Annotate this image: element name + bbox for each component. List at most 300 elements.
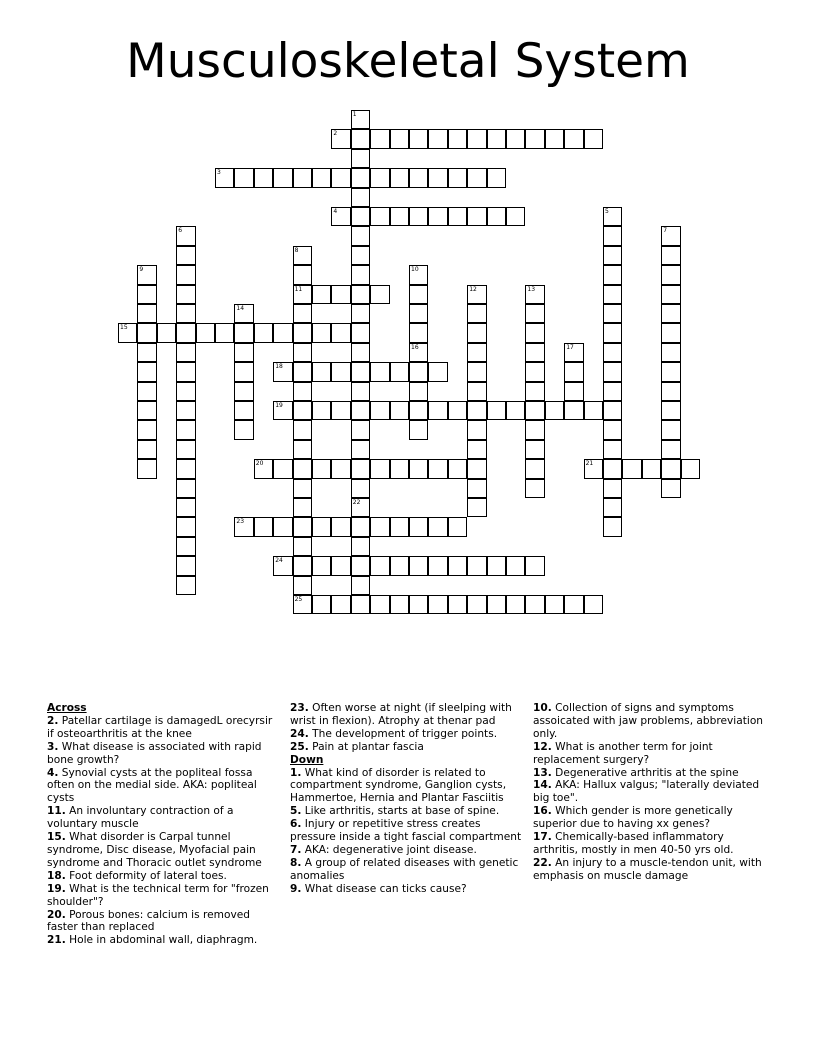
grid-cell[interactable] [176,323,195,342]
grid-cell[interactable] [137,265,156,284]
grid-cell[interactable] [293,498,312,517]
grid-cell[interactable] [448,595,467,614]
grid-cell[interactable] [351,246,370,265]
grid-cell[interactable] [273,323,292,342]
grid-cell[interactable] [525,420,544,439]
grid-cell[interactable] [293,382,312,401]
grid-cell[interactable] [293,440,312,459]
grid-cell[interactable] [603,323,622,342]
grid-cell[interactable] [370,168,389,187]
grid-cell[interactable] [467,459,486,478]
grid-cell[interactable] [487,129,506,148]
grid-cell[interactable] [525,382,544,401]
grid-cell[interactable] [564,129,583,148]
grid-cell[interactable] [331,517,350,536]
grid-cell[interactable] [176,265,195,284]
grid-cell[interactable] [351,343,370,362]
grid-cell[interactable] [293,265,312,284]
grid-cell[interactable] [603,362,622,381]
grid-cell[interactable] [351,459,370,478]
grid-cell[interactable] [331,556,350,575]
grid-cell[interactable] [351,226,370,245]
clue-down-17: 17. Chemically-based inflammatory arthritis, mostly in men 40-50 yrs old. [533,831,734,856]
grid-cell[interactable] [370,285,389,304]
grid-cell[interactable] [409,420,428,439]
grid-cell[interactable] [293,576,312,595]
grid-cell[interactable] [351,498,370,517]
grid-cell[interactable] [137,362,156,381]
grid-cell[interactable] [545,129,564,148]
grid-cell[interactable] [176,517,195,536]
grid-cell[interactable] [234,362,253,381]
grid-cell[interactable] [603,459,622,478]
clue-number: 20 [255,460,264,468]
grid-cell[interactable] [234,323,253,342]
grid-cell[interactable] [428,168,447,187]
grid-cell[interactable] [293,323,312,342]
grid-cell[interactable] [331,285,350,304]
grid-cell[interactable] [409,401,428,420]
grid-cell[interactable] [487,207,506,226]
grid-cell[interactable] [331,129,350,148]
grid-cell[interactable] [661,362,680,381]
grid-cell[interactable] [312,595,331,614]
grid-cell[interactable] [390,129,409,148]
grid-cell[interactable] [215,168,234,187]
grid-cell[interactable] [487,556,506,575]
grid-cell[interactable] [603,265,622,284]
clue-number: 6 [178,227,183,235]
grid-cell[interactable] [467,285,486,304]
clues-column-3 [533,702,765,883]
grid-cell[interactable] [390,207,409,226]
grid-cell[interactable] [525,401,544,420]
clue-across-24: 24. The development of trigger points. [290,727,498,740]
grid-cell[interactable] [312,459,331,478]
grid-cell[interactable] [176,226,195,245]
grid-cell[interactable] [293,479,312,498]
clue-number: 15 [120,324,128,332]
grid-cell[interactable] [409,265,428,284]
grid-cell[interactable] [351,440,370,459]
grid-cell[interactable] [661,226,680,245]
grid-cell[interactable] [137,382,156,401]
grid-cell[interactable] [312,362,331,381]
grid-cell[interactable] [176,498,195,517]
grid-cell[interactable] [390,595,409,614]
grid-cell[interactable] [176,556,195,575]
grid-cell[interactable] [118,323,137,342]
grid-cell[interactable] [428,362,447,381]
grid-cell[interactable] [409,323,428,342]
grid-cell[interactable] [467,207,486,226]
grid-cell[interactable] [293,401,312,420]
grid-cell[interactable] [603,401,622,420]
grid-cell[interactable] [428,401,447,420]
grid-cell[interactable] [603,382,622,401]
grid-cell[interactable] [603,343,622,362]
grid-cell[interactable] [448,401,467,420]
down-heading: Down [290,753,324,766]
grid-cell[interactable] [351,285,370,304]
grid-cell[interactable] [293,420,312,439]
grid-cell[interactable] [661,479,680,498]
grid-cell[interactable] [390,517,409,536]
grid-cell[interactable] [584,401,603,420]
grid-cell[interactable] [428,556,447,575]
grid-cell[interactable] [525,323,544,342]
grid-cell[interactable] [176,537,195,556]
clue-across-4: 4. Synovial cysts at the popliteal fossa often on the medial side. AKA: popliteal cysts [47,766,257,805]
grid-cell[interactable] [234,168,253,187]
grid-cell[interactable] [137,401,156,420]
grid-cell[interactable] [525,595,544,614]
grid-cell[interactable] [312,285,331,304]
clue-down-1: 1. What kind of disorder is related to compartment syndrome, Ganglion cysts, Hammertoe, Hernia and Plantar Fasciitis [290,766,507,805]
grid-cell[interactable] [525,459,544,478]
grid-cell[interactable] [254,168,273,187]
grid-cell[interactable] [603,517,622,536]
grid-cell[interactable] [409,595,428,614]
grid-cell[interactable] [254,517,273,536]
grid-cell[interactable] [448,168,467,187]
grid-cell[interactable] [525,285,544,304]
clue-number: 16 [411,343,419,351]
grid-cell[interactable] [370,556,389,575]
grid-cell[interactable] [525,343,544,362]
grid-cell[interactable] [467,323,486,342]
clue-down-6: 6. Injury or repetitive stress creates pressure inside a tight fascial compartment [290,818,522,844]
clue-down-10: 10. Collection of signs and symptoms assoicated with jaw problems, abbreviation only. [533,702,764,740]
grid-cell[interactable] [409,362,428,381]
grid-cell[interactable] [370,595,389,614]
clue-number: 8 [294,246,299,254]
grid-cell[interactable] [428,595,447,614]
grid-cell[interactable] [603,285,622,304]
clue-across-20: 20. Porous bones: calcium is removed faster than replaced [47,908,250,934]
grid-cell[interactable] [661,420,680,439]
grid-cell[interactable] [506,556,525,575]
grid-cell[interactable] [351,129,370,148]
grid-cell[interactable] [506,207,525,226]
grid-cell[interactable] [312,323,331,342]
grid-cell[interactable] [603,479,622,498]
grid-cell[interactable] [176,304,195,323]
grid-cell[interactable] [525,556,544,575]
grid-cell[interactable] [681,459,700,478]
grid-cell[interactable] [234,420,253,439]
grid-cell[interactable] [603,246,622,265]
grid-cell[interactable] [603,440,622,459]
grid-cell[interactable] [564,401,583,420]
grid-cell[interactable] [409,168,428,187]
clue-across-3: 3. What disease is associated with rapid bone growth? [47,740,262,766]
grid-cell[interactable] [176,420,195,439]
grid-cell[interactable] [467,440,486,459]
grid-cell[interactable] [467,595,486,614]
grid-cell[interactable] [525,129,544,148]
grid-cell[interactable] [467,479,486,498]
grid-cell[interactable] [661,285,680,304]
grid-cell[interactable] [661,401,680,420]
grid-cell[interactable] [137,304,156,323]
grid-cell[interactable] [293,304,312,323]
grid-cell[interactable] [331,207,350,226]
clue-number: 25 [294,596,303,603]
grid-cell[interactable] [603,420,622,439]
clue-number: 23 [236,518,245,526]
clue-number: 18 [275,363,283,371]
grid-cell[interactable] [467,382,486,401]
grid-cell[interactable] [370,129,389,148]
grid-cell[interactable] [448,129,467,148]
grid-cell[interactable] [428,459,447,478]
clue-number: 22 [352,499,361,506]
grid-cell[interactable] [273,362,292,381]
grid-cell[interactable] [370,362,389,381]
grid-cell[interactable] [351,517,370,536]
grid-cell[interactable] [176,440,195,459]
grid-cell[interactable] [137,285,156,304]
clue-down-22: 22. An injury to a muscle-tendon unit, with emphasis on muscle damage [533,856,762,882]
grid-cell[interactable] [409,129,428,148]
grid-cell[interactable] [467,401,486,420]
clues-column-2 [290,702,522,896]
grid-cell[interactable] [293,517,312,536]
grid-cell[interactable] [176,382,195,401]
grid-cell[interactable] [351,595,370,614]
grid-cell[interactable] [351,207,370,226]
grid-cell[interactable] [331,401,350,420]
grid-cell[interactable] [176,479,195,498]
grid-cell[interactable] [390,556,409,575]
grid-cell[interactable] [351,265,370,284]
grid-cell[interactable] [234,343,253,362]
grid-cell[interactable] [331,595,350,614]
grid-cell[interactable] [545,595,564,614]
clue-across-2: 2. Patellar cartilage is damagedL orecyrsir if osteoarthritis at the knee [47,714,273,740]
grid-cell[interactable] [467,362,486,381]
clues-column-1 [47,702,279,947]
grid-cell[interactable] [487,595,506,614]
grid-cell[interactable] [351,323,370,342]
grid-cell[interactable] [351,537,370,556]
grid-cell[interactable] [351,401,370,420]
grid-cell[interactable] [176,343,195,362]
grid-cell[interactable] [603,304,622,323]
grid-cell[interactable] [351,382,370,401]
grid-cell[interactable] [215,323,234,342]
grid-cell[interactable] [448,459,467,478]
grid-cell[interactable] [390,459,409,478]
clue-number: 13 [527,285,536,293]
grid-cell[interactable] [176,285,195,304]
clue-across-18: 18. Foot deformity of lateral toes. [47,869,227,882]
grid-cell[interactable] [351,556,370,575]
clue-number: 17 [566,343,574,351]
grid-cell[interactable] [351,420,370,439]
grid-cell[interactable] [467,168,486,187]
grid-cell[interactable] [409,459,428,478]
grid-cell[interactable] [293,595,312,614]
grid-cell[interactable] [390,362,409,381]
grid-cell[interactable] [564,343,583,362]
grid-cell[interactable] [584,595,603,614]
grid-cell[interactable] [584,459,603,478]
grid-cell[interactable] [564,595,583,614]
clue-across-15: 15. What disorder is Carpal tunnel syndrome, Disc disease, Myofacial pain syndrome and Thoracic outlet syndrome [47,831,262,869]
grid-cell[interactable] [351,110,370,129]
grid-cell[interactable] [409,285,428,304]
grid-cell[interactable] [661,304,680,323]
grid-cell[interactable] [370,459,389,478]
grid-cell[interactable] [293,537,312,556]
grid-cell[interactable] [351,168,370,187]
grid-cell[interactable] [448,556,467,575]
grid-cell[interactable] [467,556,486,575]
grid-cell[interactable] [351,304,370,323]
grid-cell[interactable] [351,149,370,168]
grid-cell[interactable] [525,362,544,381]
grid-cell[interactable] [331,459,350,478]
grid-cell[interactable] [525,479,544,498]
grid-cell[interactable] [273,168,292,187]
clue-down-7: 7. AKA: degenerative joint disease. [290,843,477,856]
grid-cell[interactable] [351,362,370,381]
grid-cell[interactable] [467,498,486,517]
grid-cell[interactable] [370,401,389,420]
grid-cell[interactable] [176,576,195,595]
grid-cell[interactable] [196,323,215,342]
grid-cell[interactable] [661,382,680,401]
grid-cell[interactable] [525,440,544,459]
grid-cell[interactable] [564,382,583,401]
grid-cell[interactable] [137,440,156,459]
grid-cell[interactable] [564,362,583,381]
grid-cell[interactable] [428,129,447,148]
grid-cell[interactable] [137,343,156,362]
grid-cell[interactable] [506,595,525,614]
clue-number: 3 [217,169,221,177]
grid-cell[interactable] [293,556,312,575]
clue-number: 21 [585,460,594,468]
grid-cell[interactable] [603,498,622,517]
grid-cell[interactable] [254,459,273,478]
grid-cell[interactable] [506,129,525,148]
grid-cell[interactable] [312,401,331,420]
grid-cell[interactable] [642,459,661,478]
clue-across-21: 21. Hole in abdominal wall, diaphragm. [47,934,258,947]
grid-cell[interactable] [409,207,428,226]
grid-cell[interactable] [312,168,331,187]
grid-cell[interactable] [506,401,525,420]
grid-cell[interactable] [273,517,292,536]
grid-cell[interactable] [351,188,370,207]
grid-cell[interactable] [176,401,195,420]
clue-down-5: 5. Like arthritis, starts at base of spine. [290,805,500,818]
grid-cell[interactable] [370,207,389,226]
grid-cell[interactable] [293,246,312,265]
grid-cell[interactable] [448,207,467,226]
grid-cell[interactable] [661,343,680,362]
clue-number: 2 [333,130,338,138]
grid-cell[interactable] [409,382,428,401]
grid-cell[interactable] [603,207,622,226]
clue-number: 12 [469,285,477,293]
grid-cell[interactable] [234,382,253,401]
grid-cell[interactable] [409,304,428,323]
grid-cell[interactable] [409,343,428,362]
grid-cell[interactable] [370,517,389,536]
grid-cell[interactable] [312,556,331,575]
grid-cell[interactable] [234,401,253,420]
grid-cell[interactable] [273,401,292,420]
grid-cell[interactable] [487,168,506,187]
grid-cell[interactable] [293,168,312,187]
grid-cell[interactable] [661,323,680,342]
grid-cell[interactable] [331,323,350,342]
grid-cell[interactable] [448,517,467,536]
grid-cell[interactable] [661,440,680,459]
grid-cell[interactable] [661,246,680,265]
grid-cell[interactable] [661,459,680,478]
grid-cell[interactable] [176,246,195,265]
grid-cell[interactable] [273,459,292,478]
clue-number: 4 [333,208,338,215]
grid-cell[interactable] [234,517,253,536]
grid-cell[interactable] [584,129,603,148]
grid-cell[interactable] [428,517,447,536]
grid-cell[interactable] [467,420,486,439]
grid-cell[interactable] [176,459,195,478]
grid-cell[interactable] [661,265,680,284]
grid-cell[interactable] [331,362,350,381]
grid-cell[interactable] [467,129,486,148]
grid-cell[interactable] [137,420,156,439]
grid-cell[interactable] [603,226,622,245]
grid-cell[interactable] [137,459,156,478]
grid-cell[interactable] [312,517,331,536]
grid-cell[interactable] [293,362,312,381]
grid-cell[interactable] [331,168,350,187]
grid-cell[interactable] [293,459,312,478]
grid-cell[interactable] [409,556,428,575]
grid-cell[interactable] [409,517,428,536]
grid-cell[interactable] [467,304,486,323]
grid-cell[interactable] [390,401,409,420]
grid-cell[interactable] [467,343,486,362]
clue-down-16: 16. Which gender is more genetically superior due to having xx genes? [533,805,733,831]
grid-cell[interactable] [137,323,156,342]
grid-cell[interactable] [176,362,195,381]
grid-cell[interactable] [351,576,370,595]
page-title: Musculoskeletal System [126,34,690,89]
grid-cell[interactable] [293,285,312,304]
grid-cell[interactable] [545,401,564,420]
grid-cell[interactable] [428,207,447,226]
grid-cell[interactable] [390,168,409,187]
grid-cell[interactable] [487,401,506,420]
grid-cell[interactable] [525,304,544,323]
grid-cell[interactable] [293,343,312,362]
grid-cell[interactable] [622,459,641,478]
grid-cell[interactable] [254,323,273,342]
grid-cell[interactable] [273,556,292,575]
grid-cell[interactable] [351,479,370,498]
clue-down-9: 9. What disease can ticks cause? [290,882,467,895]
grid-cell[interactable] [234,304,253,323]
grid-cell[interactable] [157,323,176,342]
